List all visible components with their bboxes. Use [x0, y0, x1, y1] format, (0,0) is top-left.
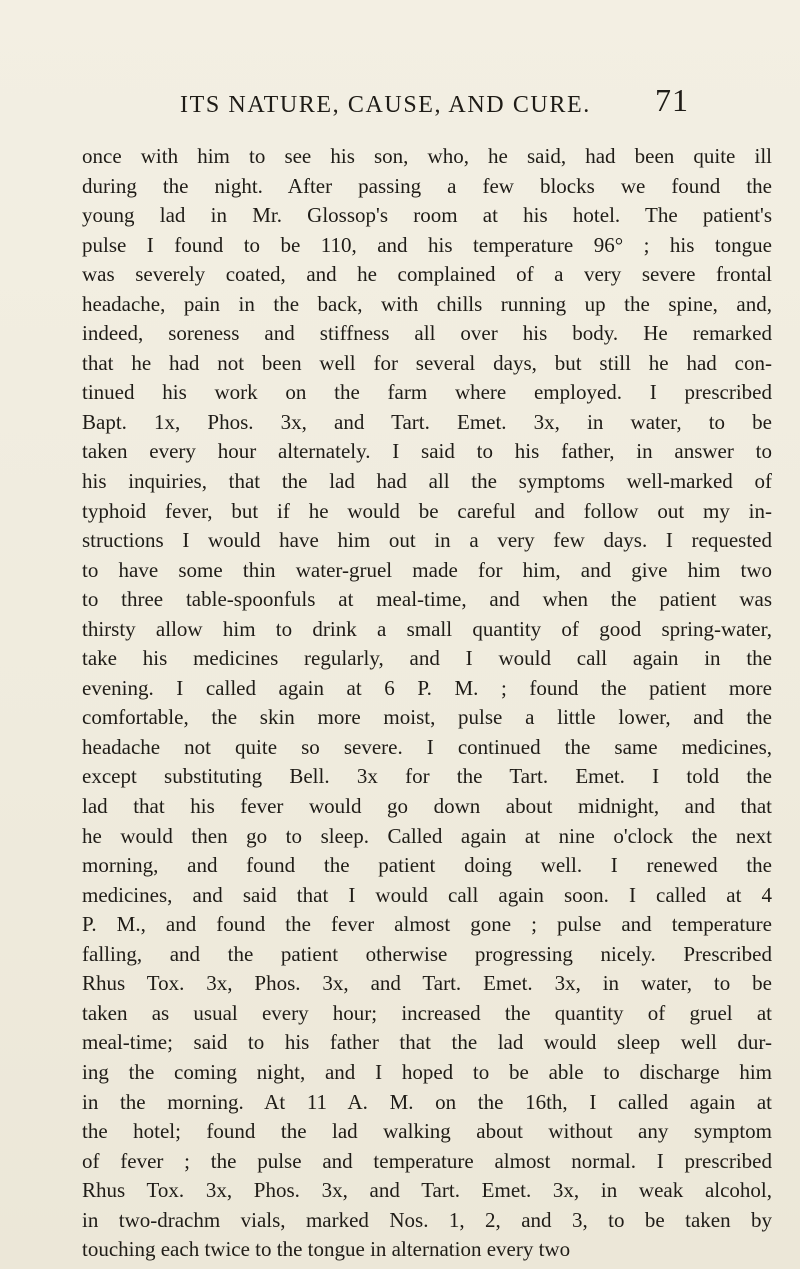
text-line: taken as usual every hour; increased the quantity of gruel at: [82, 1000, 772, 1025]
text-line: Bapt. 1x, Phos. 3x, and Tart. Emet. 3x, in water, to be: [82, 409, 772, 434]
text-line: touching each twice to the tongue in alternation every two: [82, 1237, 571, 1262]
text-line: Rhus Tox. 3x, Phos. 3x, and Tart. Emet. 3x, in weak alcohol,: [82, 1178, 772, 1203]
text-line: thirsty allow him to drink a small quantity of good spring-water,: [82, 616, 772, 641]
text-line: P. M., and found the fever almost gone ; pulse and temperature: [82, 912, 772, 937]
text-line: headache not quite so severe. I continued the same medicines,: [82, 734, 772, 759]
text-line: during the night. After passing a few blocks we found the: [82, 173, 772, 198]
text-line: in the morning. At 11 A. M. on the 16th, I called again at: [82, 1089, 772, 1114]
text-line: ing the coming night, and I hoped to be able to discharge him: [82, 1059, 772, 1084]
text-line: in two-drachm vials, marked Nos. 1, 2, and 3, to be taken by: [82, 1207, 772, 1232]
text-line: meal-time; said to his father that the lad would sleep well dur-: [82, 1030, 772, 1055]
text-line: was severely coated, and he complained of a very severe frontal: [82, 262, 772, 287]
running-title: ITS NATURE, CAUSE, AND CURE.: [180, 92, 591, 118]
text-line: once with him to see his son, who, he said, had been quite ill: [82, 144, 772, 168]
text-line: indeed, soreness and stiffness all over his body. He remarked: [82, 321, 772, 346]
page-header: [0, 82, 800, 122]
text-line: except substituting Bell. 3x for the Tart. Emet. I told the: [82, 764, 772, 789]
text-line: the hotel; found the lad walking about without any symptom: [82, 1119, 772, 1144]
text-line: to have some thin water-gruel made for him, and give him two: [82, 557, 772, 582]
text-line: headache, pain in the back, with chills running up the spine, and,: [82, 291, 772, 316]
page-number: 71: [655, 82, 689, 118]
text-line: medicines, and said that I would call again soon. I called at 4: [82, 882, 772, 907]
text-line: his inquiries, that the lad had all the symptoms well-marked of: [82, 469, 772, 494]
text-line: of fever ; the pulse and temperature almost normal. I prescribed: [82, 1148, 772, 1173]
text-line: pulse I found to be 110, and his temperature 96° ; his tongue: [82, 232, 772, 257]
text-line: to three table-spoonfuls at meal-time, and when the patient was: [82, 587, 772, 612]
text-line: morning, and found the patient doing well. I renewed the: [82, 853, 772, 878]
text-line: evening. I called again at 6 P. M. ; found the patient more: [82, 675, 772, 700]
text-line: lad that his fever would go down about midnight, and that: [82, 794, 772, 819]
text-line: taken every hour alternately. I said to his father, in answer to: [82, 439, 772, 464]
text-line: tinued his work on the farm where employed. I prescribed: [82, 380, 772, 405]
text-line: typhoid fever, but if he would be careful and follow out my in-: [82, 498, 772, 523]
text-line: young lad in Mr. Glossop's room at his hotel. The patient's: [82, 203, 772, 228]
text-line: structions I would have him out in a very few days. I requested: [82, 528, 772, 553]
text-line: comfortable, the skin more moist, pulse a little lower, and the: [82, 705, 772, 730]
text-line: take his medicines regularly, and I would call again in the: [82, 646, 772, 671]
text-line: Rhus Tox. 3x, Phos. 3x, and Tart. Emet. 3x, in water, to be: [82, 971, 772, 996]
text-line: falling, and the patient otherwise progressing nicely. Prescribed: [82, 941, 772, 966]
text-line: he would then go to sleep. Called again at nine o'clock the next: [82, 823, 772, 848]
body-text: [82, 142, 772, 1265]
text-line: that he had not been well for several days, but still he had con-: [82, 350, 772, 375]
